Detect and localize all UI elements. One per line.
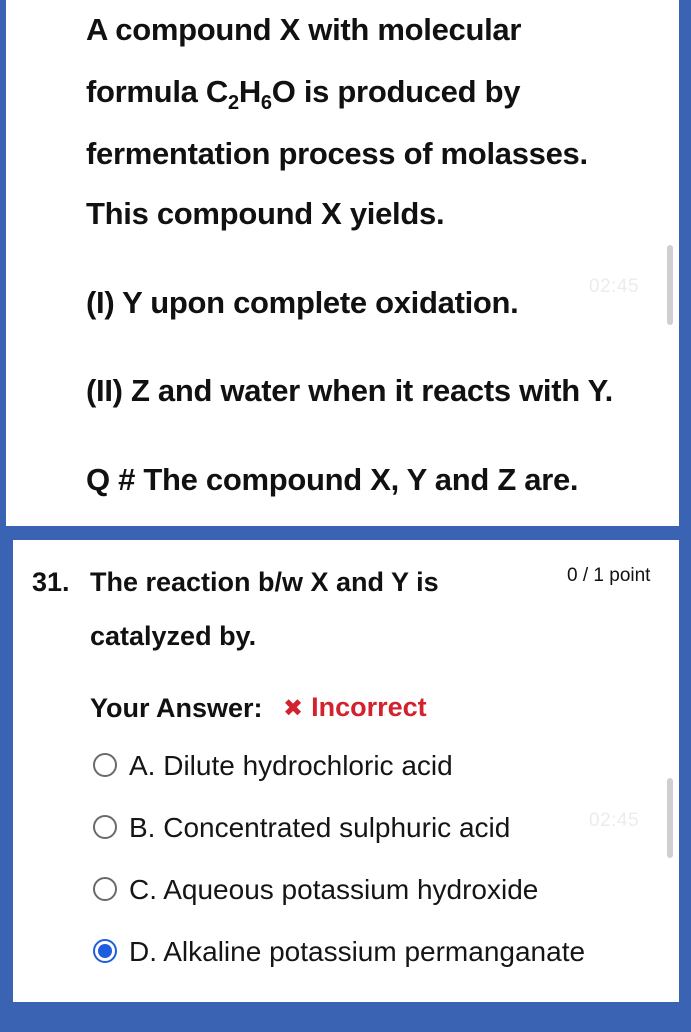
question-number: 31. — [32, 567, 70, 597]
passage-line-3: fermentation process of molasses. — [86, 136, 588, 171]
scrollbar-bottom[interactable] — [667, 778, 673, 858]
radio-icon[interactable] — [93, 753, 117, 777]
close-icon: ✖ — [283, 695, 304, 722]
option-a-label: A. Dilute hydrochloric acid — [129, 750, 453, 781]
points-badge: 0 / 1 point — [567, 565, 651, 586]
result-text: Incorrect — [311, 692, 427, 722]
statement-2: (II) Z and water when it reacts with Y. — [86, 373, 613, 408]
passage-prompt: Q # The compound X, Y and Z are. — [86, 462, 579, 497]
statement-1: (I) Y upon complete oxidation. — [86, 285, 519, 320]
radio-icon[interactable] — [93, 815, 117, 839]
option-b-label: B. Concentrated sulphuric acid — [129, 812, 511, 843]
passage-line-4: This compound X yields. — [86, 196, 445, 231]
question-text-line-2: catalyzed by. — [90, 621, 257, 651]
your-answer-label: Your Answer: — [90, 693, 263, 723]
timer-watermark: 02:45 — [589, 276, 640, 297]
radio-selected-icon[interactable] — [93, 939, 117, 963]
passage-line-1: A compound X with molecular — [86, 12, 522, 47]
timer-watermark: 02:45 — [589, 810, 640, 831]
option-c-label: C. Aqueous potassium hydroxide — [129, 874, 539, 905]
scrollbar-top[interactable] — [667, 245, 673, 325]
question-text-line-1: The reaction b/w X and Y is — [90, 567, 439, 597]
radio-icon[interactable] — [93, 877, 117, 901]
option-d-label: D. Alkaline potassium permanganate — [129, 936, 586, 967]
result-status — [283, 692, 427, 723]
passage-line-2: formula $C_2H_6O$ is produced by — [86, 74, 521, 114]
